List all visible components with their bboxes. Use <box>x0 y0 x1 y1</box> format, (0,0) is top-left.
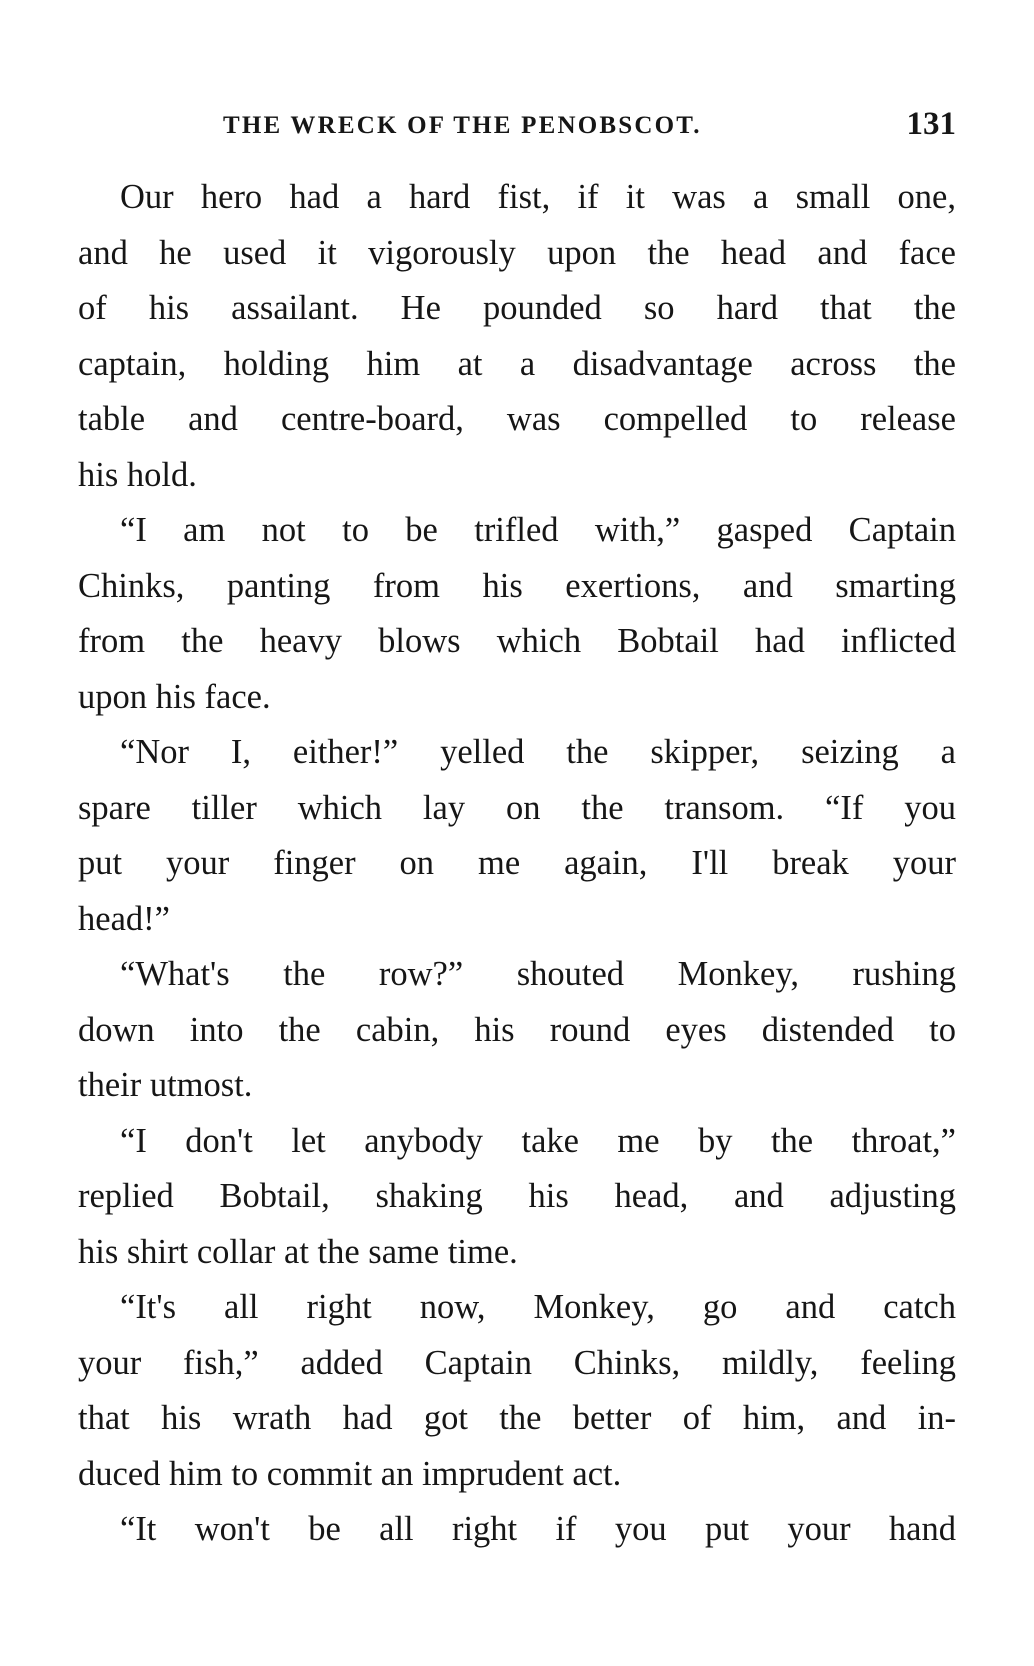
body-text <box>78 170 956 1558</box>
text-line: and he used it vigorously upon the head and face <box>78 233 956 272</box>
text-line: your fish,” added Captain Chinks, mildly, feeling <box>78 1343 956 1382</box>
text-line: down into the cabin, his round eyes distended to <box>78 1010 956 1049</box>
paragraph <box>78 725 956 947</box>
text-line: “What's the row?” shouted Monkey, rushing <box>120 955 956 993</box>
text-line: captain, holding him at a disadvantage across the <box>78 344 956 383</box>
text-line: duced him to commit an imprudent act. <box>78 1454 622 1493</box>
paragraph <box>78 1114 956 1281</box>
text-line: upon his face. <box>78 677 271 716</box>
text-line: “I am not to be trifled with,” gasped Captain <box>120 511 956 549</box>
text-line: Chinks, panting from his exertions, and smarting <box>78 566 956 605</box>
text-line: put your finger on me again, I'll break your <box>78 844 956 882</box>
paragraph <box>78 503 956 725</box>
text-line: Our hero had a hard fist, if it was a small one, <box>120 178 956 216</box>
text-line: his hold. <box>78 455 197 494</box>
paragraph <box>78 947 956 1114</box>
paragraph <box>78 170 956 503</box>
text-line: that his wrath had got the better of him, and in- <box>78 1399 956 1437</box>
text-line: “It won't be all right if you put your hand <box>120 1510 956 1548</box>
text-line: replied Bobtail, shaking his head, and adjusting <box>78 1177 956 1215</box>
text-line: “I don't let anybody take me by the throat,” <box>120 1121 956 1160</box>
page-number: 131 <box>906 106 956 142</box>
text-line: of his assailant. He pounded so hard that the <box>78 289 956 327</box>
running-head: THE WRECK OF THE PENOBSCOT. <box>223 112 702 139</box>
text-line: his shirt collar at the same time. <box>78 1232 518 1271</box>
text-line: spare tiller which lay on the transom. “If you <box>78 788 956 827</box>
text-line: head!” <box>78 899 170 938</box>
paragraph <box>78 1502 956 1558</box>
text-line: “It's all right now, Monkey, go and catch <box>120 1288 956 1326</box>
text-line: table and centre-board, was compelled to release <box>78 400 956 438</box>
paragraph <box>78 1280 956 1502</box>
text-line: from the heavy blows which Bobtail had inflicted <box>78 622 956 660</box>
text-line: their utmost. <box>78 1066 253 1104</box>
page-header <box>78 106 956 150</box>
text-line: “Nor I, either!” yelled the skipper, seizing a <box>120 733 956 771</box>
